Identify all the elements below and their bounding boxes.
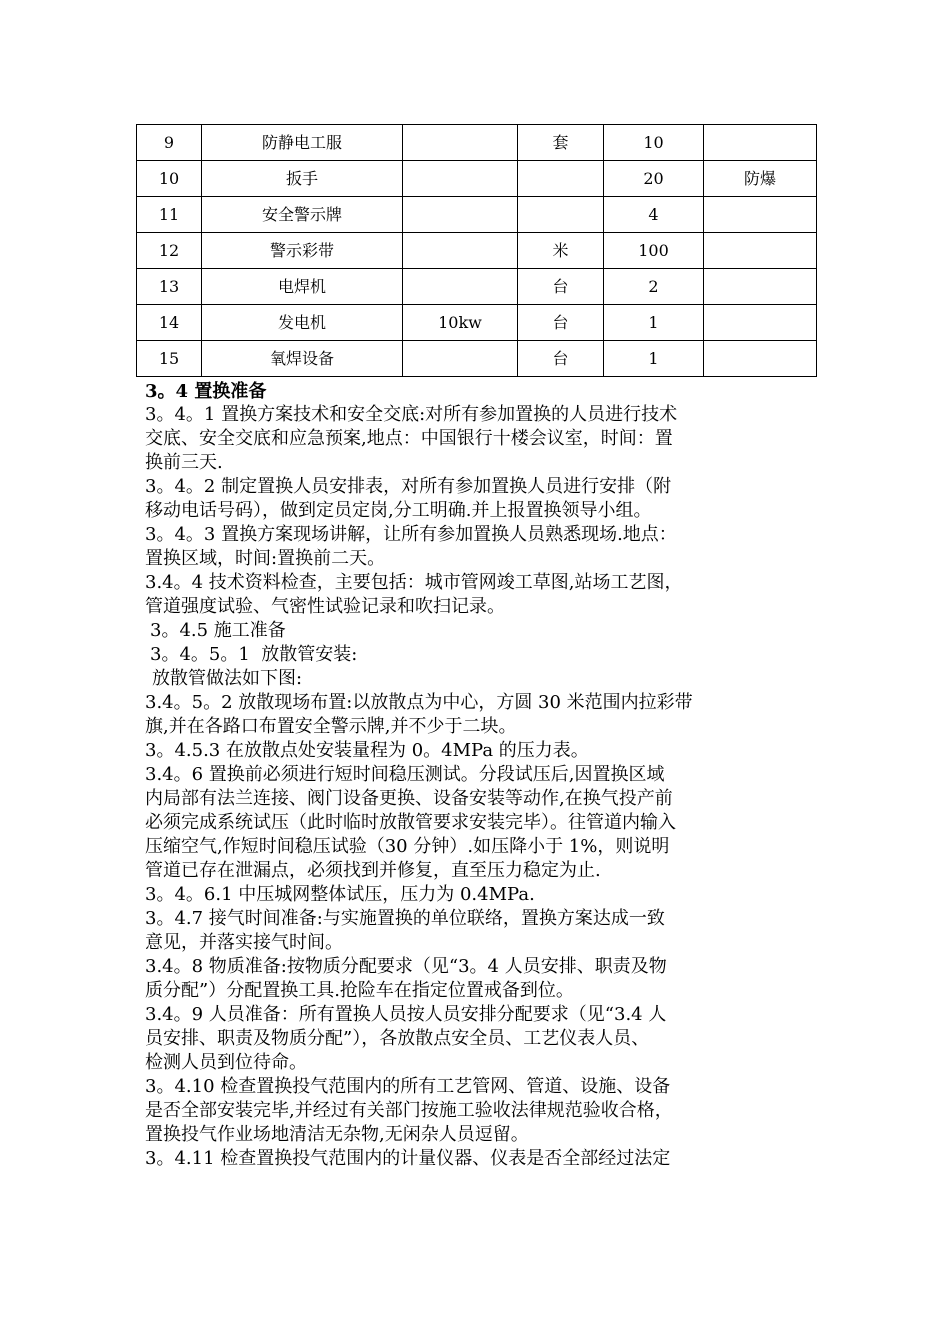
paragraph-line: 3.4。9 人员准备：所有置换人员按人员安排分配要求（见“3.4 人 (145, 1004, 667, 1025)
cell-unit: 台 (518, 269, 604, 305)
section-heading: 3。4 置换准备 (145, 381, 267, 402)
paragraph (145, 691, 825, 739)
paragraph-line: 3.4。5。2 放散现场布置:以放散点为中心，方圆 30 米范围内拉彩带 (145, 692, 693, 713)
section-body (145, 381, 825, 1171)
paragraph (145, 667, 825, 691)
paragraph-line: 换前三天. (145, 452, 223, 473)
cell-number: 13 (137, 269, 202, 305)
cell-note (704, 197, 817, 233)
paragraph (145, 955, 825, 1003)
paragraph-line: 3。4.10 检查置换投气范围内的所有工艺管网、管道、设施、设备 (145, 1076, 671, 1097)
cell-unit: 套 (518, 125, 604, 161)
paragraph (145, 1147, 825, 1171)
cell-quantity: 4 (604, 197, 704, 233)
cell-name: 氧焊设备 (202, 341, 403, 377)
cell-number: 9 (137, 125, 202, 161)
paragraph-line: 旗,并在各路口布置安全警示牌,并不少于二块。 (145, 716, 517, 737)
cell-spec (403, 197, 518, 233)
paragraph-line: 3。4。6.1 中压城网整体试压，压力为 0.4MPa. (145, 884, 535, 905)
table-row (137, 197, 817, 233)
cell-quantity: 1 (604, 341, 704, 377)
paragraph-line: 移动电话号码），做到定员定岗,分工明确.并上报置换领导小组。 (145, 500, 652, 521)
paragraph (145, 523, 825, 571)
cell-unit: 米 (518, 233, 604, 269)
paragraph (145, 643, 825, 667)
paragraph (145, 907, 825, 955)
cell-unit (518, 161, 604, 197)
paragraph-line: 员安排、职责及物质分配”），各放散点安全员、工艺仪表人员、 (145, 1028, 650, 1049)
cell-quantity: 1 (604, 305, 704, 341)
cell-spec (403, 269, 518, 305)
paragraph-line: 是否全部安装完毕,并经过有关部门按施工验收法律规范验收合格， (145, 1100, 673, 1121)
paragraph-line: 3。4.5 施工准备 (150, 620, 286, 641)
paragraph-line: 压缩空气,作短时间稳压试验（30 分钟）.如压降小于 1%，则说明 (145, 836, 670, 857)
cell-spec: 10kw (403, 305, 518, 341)
cell-quantity: 10 (604, 125, 704, 161)
paragraph (145, 1003, 825, 1075)
paragraph (145, 763, 825, 883)
cell-name: 发电机 (202, 305, 403, 341)
paragraph (145, 403, 825, 475)
equipment-table (136, 124, 817, 377)
cell-quantity: 20 (604, 161, 704, 197)
paragraph-line: 管道强度试验、气密性试验记录和吹扫记录。 (145, 596, 505, 617)
cell-name: 扳手 (202, 161, 403, 197)
cell-note (704, 305, 817, 341)
paragraph (145, 571, 825, 619)
cell-name: 防静电工服 (202, 125, 403, 161)
table-row (137, 125, 817, 161)
paragraph-line: 3。4.11 检查置换投气范围内的计量仪器、仪表是否全部经过法定 (145, 1148, 671, 1169)
cell-unit: 台 (518, 305, 604, 341)
paragraph-list (145, 403, 825, 1171)
paragraph-line: 3。4。1 置换方案技术和安全交底:对所有参加置换的人员进行技术 (145, 404, 678, 425)
paragraph (145, 475, 825, 523)
paragraph-line: 质分配”）分配置换工具.抢险车在指定位置戒备到位。 (145, 980, 574, 1001)
paragraph-line: 置换区域，时间:置换前二天。 (145, 548, 386, 569)
cell-spec (403, 341, 518, 377)
paragraph (145, 1075, 825, 1147)
table-row (137, 305, 817, 341)
paragraph-line: 3。4。5。1 放散管安装: (150, 644, 358, 665)
paragraph-line: 意见，并落实接气时间。 (145, 932, 343, 953)
table-row (137, 233, 817, 269)
equipment-table-body (137, 125, 817, 377)
paragraph-line: 3.4。8 物质准备:按物质分配要求（见“3。4 人员安排、职责及物 (145, 956, 667, 977)
cell-number: 15 (137, 341, 202, 377)
paragraph-line: 3.4。4 技术资料检查，主要包括：城市管网竣工草图,站场工艺图， (145, 572, 683, 593)
paragraph-line: 3。4。3 置换方案现场讲解，让所有参加置换人员熟悉现场.地点： (145, 524, 677, 545)
cell-number: 14 (137, 305, 202, 341)
paragraph-line: 3。4.7 接气时间准备:与实施置换的单位联络，置换方案达成一致 (145, 908, 665, 929)
paragraph-line: 交底、安全交底和应急预案,地点：中国银行十楼会议室，时间：置 (145, 428, 673, 449)
table-row (137, 341, 817, 377)
cell-note: 防爆 (704, 161, 817, 197)
cell-quantity: 100 (604, 233, 704, 269)
paragraph-line: 放散管做法如下图: (152, 668, 303, 689)
table-row (137, 269, 817, 305)
paragraph-line: 3。4。2 制定置换人员安排表，对所有参加置换人员进行安排（附 (145, 476, 672, 497)
cell-number: 11 (137, 197, 202, 233)
paragraph (145, 739, 825, 763)
paragraph-line: 3.4。6 置换前必须进行短时间稳压测试。分段试压后,因置换区域 (145, 764, 665, 785)
cell-unit: 台 (518, 341, 604, 377)
cell-note (704, 341, 817, 377)
cell-name: 安全警示牌 (202, 197, 403, 233)
table-row (137, 161, 817, 197)
paragraph-line: 3。4.5.3 在放散点处安装量程为 0。4MPa 的压力表。 (145, 740, 589, 761)
cell-quantity: 2 (604, 269, 704, 305)
cell-name: 警示彩带 (202, 233, 403, 269)
cell-spec (403, 125, 518, 161)
paragraph (145, 619, 825, 643)
paragraph-line: 置换投气作业场地清洁无杂物,无闲杂人员逗留。 (145, 1124, 529, 1145)
paragraph-line: 必须完成系统试压（此时临时放散管要求安装完毕）。往管道内输入 (145, 812, 676, 833)
cell-spec (403, 233, 518, 269)
cell-number: 10 (137, 161, 202, 197)
cell-note (704, 233, 817, 269)
cell-unit (518, 197, 604, 233)
cell-number: 12 (137, 233, 202, 269)
cell-note (704, 269, 817, 305)
cell-name: 电焊机 (202, 269, 403, 305)
paragraph (145, 883, 825, 907)
cell-spec (403, 161, 518, 197)
paragraph-line: 内局部有法兰连接、阀门设备更换、设备安装等动作,在换气投产前 (145, 788, 673, 809)
cell-note (704, 125, 817, 161)
paragraph-line: 管道已存在泄漏点，必须找到并修复，直至压力稳定为止. (145, 860, 601, 881)
paragraph-line: 检测人员到位待命。 (145, 1052, 307, 1073)
